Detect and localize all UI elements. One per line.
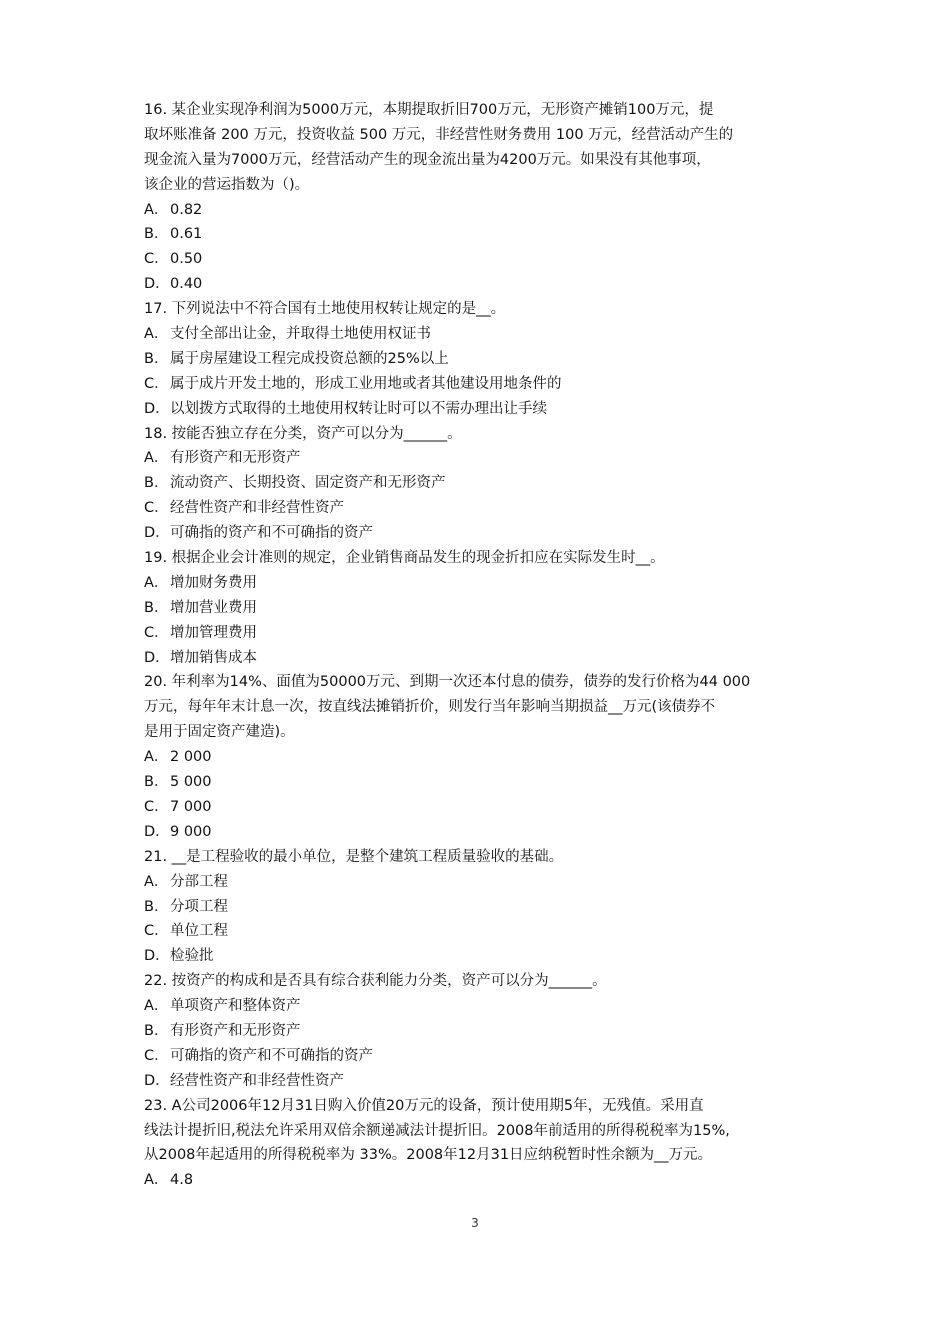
question-stem-line: 从2008年起适用的所得税税率为 33%。2008年12月31日应纳税暂时性余额为__万元。: [144, 1147, 713, 1164]
option-text: 流动资产、长期投资、固定资产和无形资产: [170, 475, 446, 492]
question-block: [144, 670, 810, 844]
question-stem-line: 是用于固定资产建造)。: [144, 724, 295, 741]
question-stem: [144, 297, 810, 322]
question-stem-line: 23. A公司2006年12月31日购入价值20万元的设备，预计使用期5年，无残值。采用直: [144, 1097, 704, 1114]
answer-option: [144, 1044, 810, 1069]
answer-option: [144, 222, 810, 247]
option-letter: D．: [144, 1072, 170, 1089]
option-text: 单项资产和整体资产: [170, 998, 301, 1015]
option-text: 5 000: [170, 774, 212, 791]
question-block: [144, 546, 810, 670]
answer-option: [144, 496, 810, 521]
option-letter: B．: [144, 226, 169, 243]
option-text: 有形资产和无形资产: [170, 1022, 301, 1039]
answer-option: [144, 745, 810, 770]
option-letter: C．: [144, 624, 169, 641]
answer-option: [144, 820, 810, 845]
option-text: 分部工程: [170, 873, 228, 890]
answer-option: [144, 247, 810, 272]
option-text: 可确指的资产和不可确指的资产: [170, 1047, 373, 1064]
answer-option: [144, 870, 810, 895]
answer-option: [144, 272, 810, 297]
question-stem-line: 16. 某企业实现净利润为5000万元，本期提取折旧700万元，无形资产摊销100万元，提: [144, 102, 714, 118]
answer-option: [144, 646, 810, 671]
option-letter: D．: [144, 276, 170, 293]
option-letter: A．: [144, 450, 169, 467]
option-letter: B．: [144, 599, 169, 616]
answer-option: [144, 1168, 810, 1193]
option-text: 0.61: [170, 226, 203, 243]
question-stem-line: 线法计提折旧,税法允许采用双倍余额递减法计提折旧。2008年前适用的所得税税率为15%,: [144, 1122, 730, 1139]
answer-option: [144, 1069, 810, 1094]
question-stem-line: 20. 年利率为14%、面值为50000万元、到期一次还本付息的债券，债券的发行价格为44 000: [144, 674, 751, 691]
option-letter: C．: [144, 1047, 169, 1064]
question-stem-line: 现金流入量为7000万元，经营活动产生的现金流出量为4200万元。如果没有其他事项，: [144, 151, 711, 168]
question-stem-line: 万元，每年年末计息一次，按直线法摊销折价，则发行当年影响当期损益__万元(该债券不: [144, 699, 716, 716]
option-text: 可确指的资产和不可确指的资产: [170, 525, 373, 542]
option-text: 属于房屋建设工程完成投资总额的25%以上: [170, 350, 449, 367]
option-letter: C．: [144, 251, 169, 268]
answer-option: [144, 895, 810, 920]
answer-option: [144, 621, 810, 646]
option-text: 增加财务费用: [170, 574, 257, 591]
question-stem-line: 取坏账准备 200 万元，投资收益 500 万元，非经营性财务费用 100 万元，经营活动产生的: [144, 126, 734, 143]
option-text: 9 000: [170, 823, 212, 840]
option-text: 经营性资产和非经营性资产: [170, 1072, 344, 1089]
option-letter: C．: [144, 500, 169, 517]
option-letter: D．: [144, 649, 170, 666]
option-letter: A．: [144, 873, 169, 890]
option-text: 增加销售成本: [170, 649, 257, 666]
answer-option: [144, 372, 810, 397]
option-text: 0.50: [170, 251, 203, 268]
question-stem: [144, 969, 810, 994]
option-text: 属于成片开发土地的，形成工业用地或者其他建设用地条件的: [170, 375, 562, 392]
option-letter: B．: [144, 475, 169, 492]
option-letter: C．: [144, 798, 169, 815]
question-stem-line: 22. 按资产的构成和是否具有综合获利能力分类，资产可以分为______。: [144, 973, 607, 990]
question-block: [144, 98, 810, 297]
answer-option: [144, 571, 810, 596]
option-letter: D．: [144, 525, 170, 542]
question-stem-line: 17. 下列说法中不符合国有土地使用权转让规定的是__。: [144, 301, 506, 318]
question-stem-line: 21. __是工程验收的最小单位，是整个建筑工程质量验收的基础。: [144, 848, 564, 865]
option-letter: D．: [144, 948, 170, 965]
option-letter: A．: [144, 574, 169, 591]
answer-option: [144, 919, 810, 944]
option-letter: D．: [144, 400, 170, 417]
question-stem-line: 该企业的营运指数为（)。: [144, 176, 310, 193]
answer-option: [144, 596, 810, 621]
option-letter: A．: [144, 326, 169, 343]
option-text: 分项工程: [170, 898, 228, 915]
question-stem: [144, 98, 810, 198]
option-letter: B．: [144, 1022, 169, 1039]
option-text: 7 000: [170, 798, 212, 815]
question-stem: [144, 670, 810, 745]
answer-option: [144, 471, 810, 496]
option-letter: D．: [144, 823, 170, 840]
question-stem-line: 19. 根据企业会计准则的规定，企业销售商品发生的现金折扣应在实际发生时__。: [144, 550, 665, 567]
option-letter: C．: [144, 375, 169, 392]
option-letter: B．: [144, 898, 169, 915]
option-text: 增加营业费用: [170, 599, 257, 616]
question-stem-line: 18. 按能否独立存在分类，资产可以分为______。: [144, 425, 462, 442]
answer-option: [144, 770, 810, 795]
answer-option: [144, 322, 810, 347]
option-letter: A．: [144, 749, 169, 766]
option-text: 4.8: [170, 1172, 194, 1189]
option-text: 以划拨方式取得的土地使用权转让时可以不需办理出让手续: [170, 400, 547, 417]
option-text: 2 000: [170, 749, 212, 766]
answer-option: [144, 994, 810, 1019]
question-block: [144, 1094, 810, 1194]
answer-option: [144, 347, 810, 372]
option-letter: A．: [144, 1172, 169, 1189]
option-text: 有形资产和无形资产: [170, 450, 301, 467]
option-letter: B．: [144, 774, 169, 791]
answer-option: [144, 1019, 810, 1044]
answer-option: [144, 446, 810, 471]
question-block: [144, 969, 810, 1093]
option-letter: B．: [144, 350, 169, 367]
option-letter: A．: [144, 201, 169, 218]
page-number: 3: [471, 1216, 479, 1230]
option-letter: C．: [144, 923, 169, 940]
answer-option: [144, 397, 810, 422]
document-page: [144, 98, 810, 1193]
answer-option: [144, 198, 810, 223]
option-text: 0.40: [170, 276, 203, 293]
question-stem: [144, 422, 810, 447]
question-block: [144, 845, 810, 969]
answer-option: [144, 795, 810, 820]
question-block: [144, 297, 810, 421]
answer-option: [144, 944, 810, 969]
option-text: 增加管理费用: [170, 624, 257, 641]
question-block: [144, 422, 810, 546]
option-text: 0.82: [170, 201, 203, 218]
answer-option: [144, 521, 810, 546]
question-stem: [144, 546, 810, 571]
option-text: 单位工程: [170, 923, 228, 940]
option-text: 经营性资产和非经营性资产: [170, 500, 344, 517]
option-text: 支付全部出让金，并取得土地使用权证书: [170, 326, 431, 343]
question-stem: [144, 1094, 810, 1169]
option-text: 检验批: [170, 948, 214, 965]
question-stem: [144, 845, 810, 870]
option-letter: A．: [144, 998, 169, 1015]
